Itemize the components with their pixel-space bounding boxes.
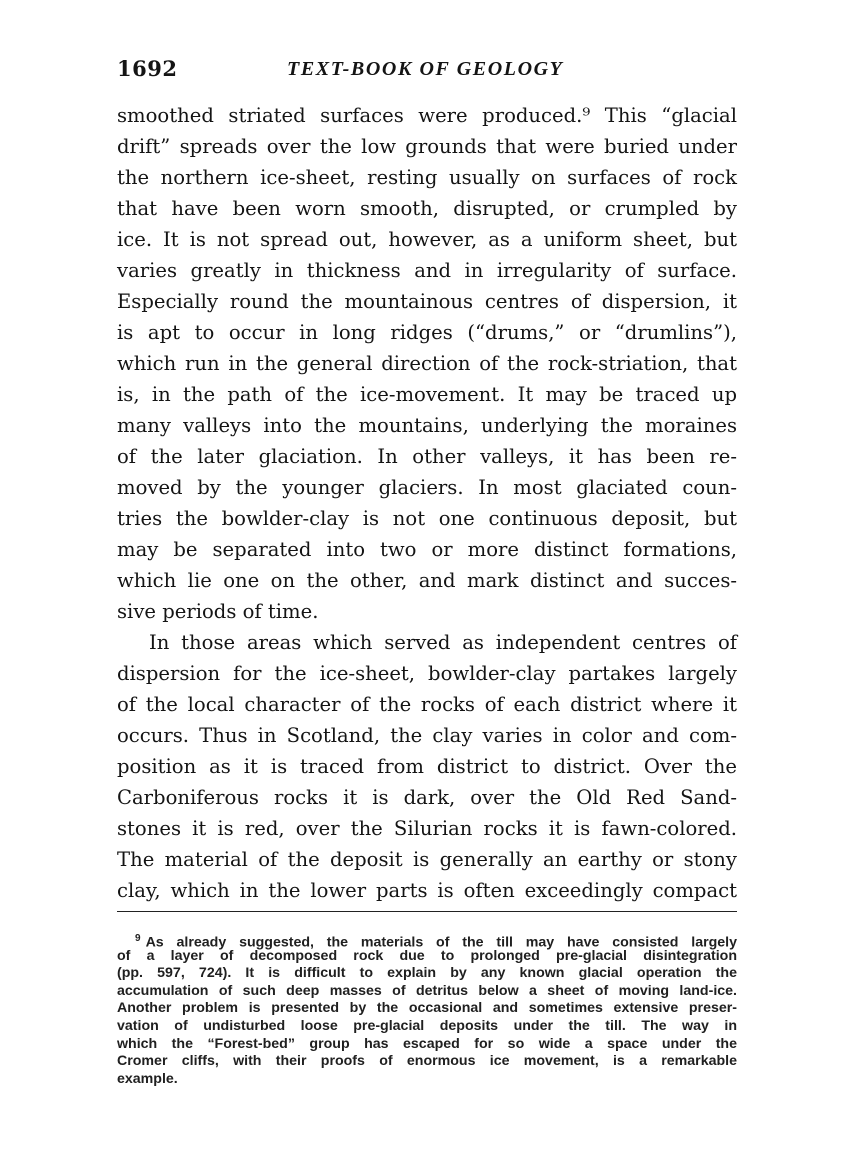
body-line: sive periods of time.	[117, 600, 319, 623]
body-line: tries the bowlder-clay is not one continuous deposit, but	[117, 507, 737, 530]
body-line: occurs. Thus in Scotland, the clay varies in color and com-	[117, 724, 737, 747]
footnote	[117, 930, 737, 1088]
body-line: of the later glaciation. In other valleys, it has been re-	[117, 445, 737, 468]
footnote-line: accumulation of such deep masses of detritus below a sheet of moving land-ice.	[117, 982, 737, 999]
running-head	[117, 56, 737, 88]
footnote-rule	[117, 911, 737, 912]
footnote-line: which the “Forest-bed” group has escaped for so wide a space under the	[117, 1035, 737, 1052]
body-text	[117, 100, 737, 906]
footnote-line: (pp. 597, 724). It is difficult to explain by any known glacial operation the	[117, 965, 737, 982]
footnote-line	[117, 930, 737, 951]
footnote-line: vation of undisturbed loose pre-glacial deposits under the till. The way in	[117, 1017, 737, 1034]
body-line: position as it is traced from district to district. Over the	[117, 755, 737, 778]
footnote-line: Another problem is presented by the occasional and sometimes extensive preser-	[117, 1000, 737, 1017]
body-line: Especially round the mountainous centres of dispersion, it	[117, 290, 737, 313]
footnote-line: example.	[117, 1070, 178, 1087]
body-line: which run in the general direction of the rock-striation, that	[117, 352, 737, 375]
body-line: stones it is red, over the Silurian rocks it is fawn-colored.	[117, 817, 737, 840]
body-line: is apt to occur in long ridges (“drums,” or “drumlins”),	[117, 321, 737, 344]
body-line: is, in the path of the ice-movement. It may be traced up	[117, 383, 737, 406]
body-line: dispersion for the ice-sheet, bowlder-clay partakes largely	[117, 662, 737, 685]
body-line: smoothed striated surfaces were produced.⁹ This “glacial	[117, 104, 737, 127]
body-line: of the local character of the rocks of each district where it	[117, 693, 737, 716]
footnote-marker: 9	[135, 933, 141, 944]
body-line: which lie one on the other, and mark distinct and succes-	[117, 569, 737, 592]
body-line: may be separated into two or more distinct formations,	[117, 538, 737, 561]
footnote-line: Cromer cliffs, with their proofs of enormous ice movement, is a remarkable	[117, 1053, 737, 1070]
body-line: Carboniferous rocks it is dark, over the Old Red Sand-	[117, 786, 737, 809]
body-line: drift” spreads over the low grounds that were buried under	[117, 135, 737, 158]
body-line: In those areas which served as independent centres of	[149, 631, 737, 654]
footnote-line: of a layer of decomposed rock due to prolonged pre-glacial disintegration	[117, 947, 737, 964]
footnote-line-text: As already suggested, the materials of the till may have consisted largely	[145, 934, 737, 951]
body-line: many valleys into the mountains, underlying the moraines	[117, 414, 737, 437]
body-line: clay, which in the lower parts is often exceedingly compact	[117, 879, 737, 902]
running-title: TEXT-BOOK OF GEOLOGY	[287, 58, 564, 80]
body-line: ice. It is not spread out, however, as a uniform sheet, but	[117, 228, 737, 251]
body-line: varies greatly in thickness and in irregularity of surface.	[117, 259, 737, 282]
body-line: The material of the deposit is generally an earthy or stony	[117, 848, 737, 871]
body-line: that have been worn smooth, disrupted, or crumpled by	[117, 197, 737, 220]
body-line: the northern ice-sheet, resting usually on surfaces of rock	[117, 166, 737, 189]
body-line: moved by the younger glaciers. In most glaciated coun-	[117, 476, 737, 499]
page-number: 1692	[117, 56, 178, 81]
